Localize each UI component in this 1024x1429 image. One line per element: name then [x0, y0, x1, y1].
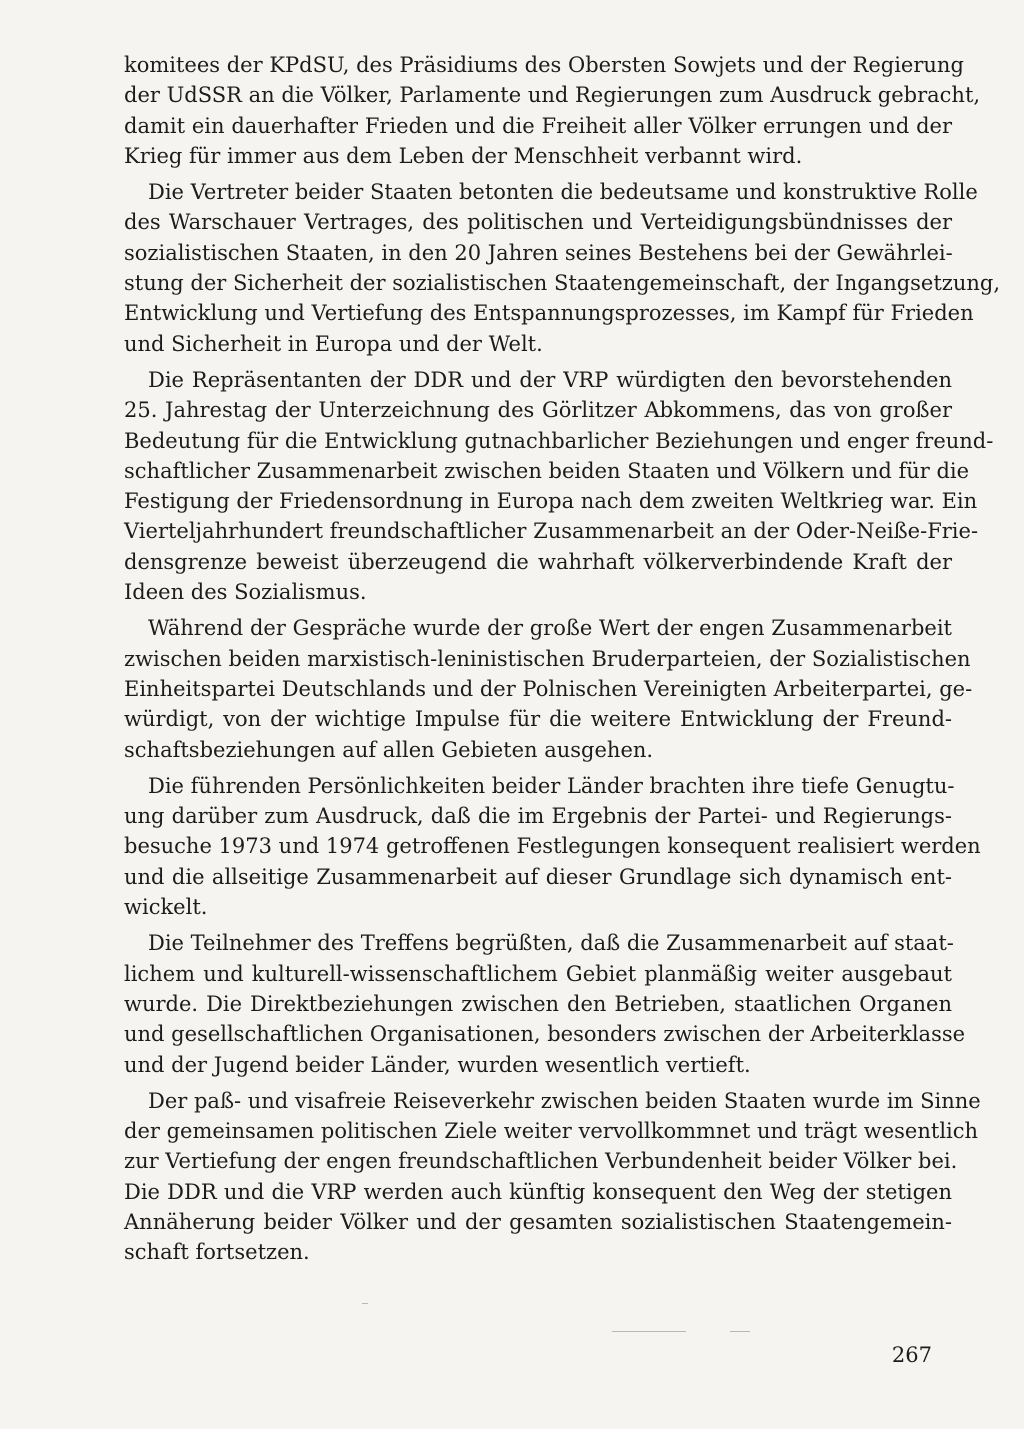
paragraph	[124, 177, 1001, 359]
text-line: damit ein dauerhafter Frieden und die Freiheit aller Völker errungen und der	[124, 113, 952, 138]
text-line: komitees der KPdSU, des Präsidiums des Obersten Sowjets und der Regierung	[124, 53, 964, 77]
text-line: 25. Jahrestag der Unterzeichnung des Görlitzer Abkommens, das von großer	[124, 398, 952, 423]
paragraph	[124, 1086, 981, 1268]
text-line: Festigung der Friedensordnung in Europa nach dem zweiten Weltkrieg war. Ein	[124, 489, 978, 514]
text-line: wurde. Die Direktbeziehungen zwischen den Betrieben, staatlichen Organen	[124, 991, 952, 1016]
text-line: Vierteljahrhundert freundschaftlicher Zusammenarbeit an der Oder-Neiße-Frie-	[124, 519, 979, 544]
text-line: würdigt, von der wichtige Impulse für die weitere Entwicklung der Freund-	[124, 707, 952, 732]
text-line: Entwicklung und Vertiefung des Entspannungsprozesses, im Kampf für Frieden	[124, 301, 974, 326]
text-line: Die Teilnehmer des Treffens begrüßten, daß die Zusammenarbeit auf staat-	[148, 931, 954, 956]
text-line: zur Vertiefung der engen freundschaftlichen Verbundenheit beider Völker bei.	[124, 1149, 958, 1174]
scan-speck	[730, 1331, 750, 1332]
paragraph	[124, 365, 994, 607]
text-line: ung darüber zum Ausdruck, daß die im Ergebnis der Partei- und Regierungs-	[124, 804, 952, 829]
text-line: schaft fortsetzen.	[124, 1240, 310, 1265]
text-line: Die Vertreter beider Staaten betonten die bedeutsame und konstruktive Rolle	[148, 180, 978, 205]
text-line: wickelt.	[124, 895, 208, 920]
text-line: Ideen des Sozialismus.	[124, 580, 367, 605]
page-body	[124, 50, 1001, 1274]
text-line: Während der Gespräche wurde der große Wert der engen Zusammenarbeit	[148, 616, 952, 641]
paragraph	[124, 613, 973, 764]
text-line: besuche 1973 und 1974 getroffenen Festlegungen konsequent realisiert werden	[124, 834, 981, 859]
text-line: stung der Sicherheit der sozialistischen Staatengemeinschaft, der Ingangsetzung,	[124, 271, 1001, 296]
text-line: der UdSSR an die Völker, Parlamente und Regierungen zum Ausdruck gebracht,	[124, 83, 981, 108]
text-line: Der paß- und visafreie Reiseverkehr zwischen beiden Staaten wurde im Sinne	[148, 1088, 981, 1113]
text-line: Annäherung beider Völker und der gesamten sozialistischen Staatengemein-	[124, 1209, 952, 1234]
text-line: schaftsbeziehungen auf allen Gebieten ausgehen.	[124, 737, 654, 762]
text-line: lichem und kulturell-wissenschaftlichem Gebiet planmäßig weiter ausgebaut	[124, 961, 952, 986]
scan-speck	[362, 1303, 368, 1304]
page-number: 267	[891, 1343, 932, 1367]
text-line: und die allseitige Zusammenarbeit auf dieser Grundlage sich dynamisch ent-	[124, 864, 952, 889]
text-line: und der Jugend beider Länder, wurden wesentlich vertieft.	[124, 1052, 751, 1077]
text-line: Krieg für immer aus dem Leben der Menschheit verbannt wird.	[124, 143, 803, 168]
text-line: Die DDR und die VRP werden auch künftig konsequent den Weg der stetigen	[124, 1179, 952, 1204]
paragraph	[124, 928, 966, 1079]
scan-speck	[612, 1331, 686, 1332]
text-line: densgrenze beweist überzeugend die wahrhaft völkerverbindende Kraft der	[124, 549, 952, 574]
paragraph	[124, 771, 981, 922]
text-line: der gemeinsamen politischen Ziele weiter vervollkommnet und trägt wesentlich	[124, 1119, 979, 1144]
text-line: Die Repräsentanten der DDR und der VRP würdigten den bevorstehenden	[148, 367, 952, 392]
text-line: sozialistischen Staaten, in den 20 Jahren seines Bestehens bei der Gewährlei-	[124, 240, 953, 265]
text-line: schaftlicher Zusammenarbeit zwischen beiden Staaten und Völkern und für die	[124, 458, 970, 483]
text-line: und Sicherheit in Europa und der Welt.	[124, 331, 543, 356]
text-line: Die führenden Persönlichkeiten beider Länder brachten ihre tiefe Genugtu-	[148, 773, 955, 798]
text-line: des Warschauer Vertrages, des politischen und Verteidigungsbündnisses der	[124, 210, 952, 235]
text-line: und gesellschaftlichen Organisationen, besonders zwischen der Arbeiterklasse	[124, 1022, 966, 1047]
text-line: Einheitspartei Deutschlands und der Polnischen Vereinigten Arbeiterpartei, ge-	[124, 676, 973, 701]
text-line: zwischen beiden marxistisch-leninistischen Bruderparteien, der Sozialistischen	[124, 646, 971, 671]
paragraph	[124, 50, 981, 171]
text-line: Bedeutung für die Entwicklung gutnachbarlicher Beziehungen und enger freund-	[124, 428, 994, 453]
